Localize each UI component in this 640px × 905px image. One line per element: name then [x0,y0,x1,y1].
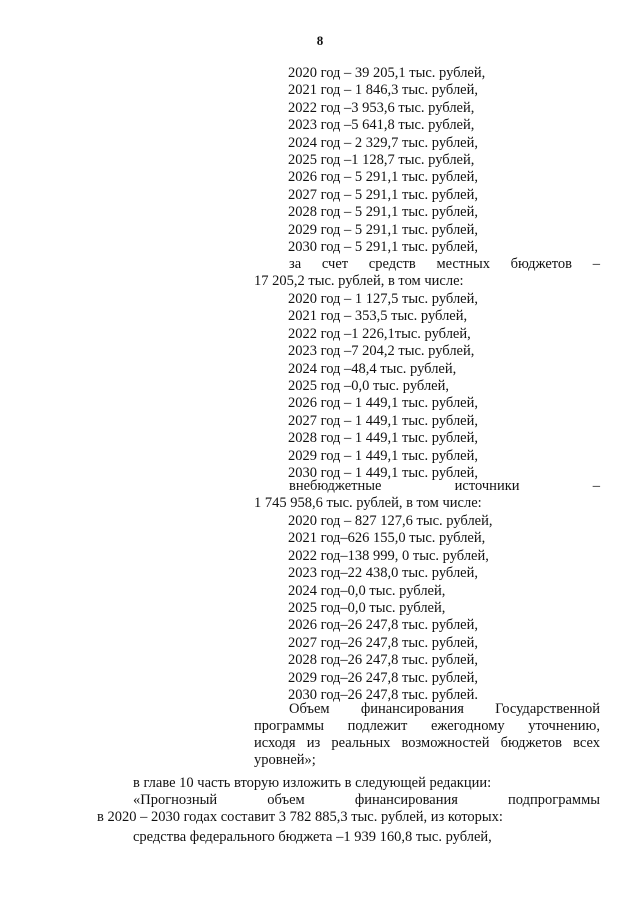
local-budget-total: 17 205,2 тыс. рублей, в том числе: [254,273,464,289]
year-line: 2023 год –5 641,8 тыс. рублей, [288,117,475,134]
year-line: 2022 год –1 226,1тыс. рублей, [288,325,471,342]
year-line: 2029 год – 1 449,1 тыс. рублей, [288,447,479,464]
year-line: 2026 год–26 247,8 тыс. рублей, [288,617,479,634]
year-line: 2026 год – 5 291,1 тыс. рублей, [288,169,479,186]
year-line: 2021 год – 353,5 тыс. рублей, [288,308,468,325]
year-line: 2027 год – 5 291,1 тыс. рублей, [288,186,479,203]
year-line: 2023 год–22 438,0 тыс. рублей, [288,565,479,582]
volume-note-line: исходя из реальных возможностей бюджетов всех [254,735,600,751]
year-line: 2027 год – 1 449,1 тыс. рублей, [288,412,479,429]
year-line: 2025 год –1 128,7 тыс. рублей, [288,152,475,168]
year-line: 2025 год–0,0 тыс. рублей, [288,600,446,616]
year-line: 2020 год – 1 127,5 тыс. рублей, [288,291,479,307]
year-line: 2022 год –3 953,6 тыс. рублей, [288,99,475,116]
year-line: 2028 год – 1 449,1 тыс. рублей, [288,430,479,447]
year-line: 2021 год – 1 846,3 тыс. рублей, [288,82,479,99]
year-line: 2028 год – 5 291,1 тыс. рублей, [288,204,479,221]
year-line: 2020 год – 39 205,1 тыс. рублей, [288,65,486,81]
year-line: 2029 год – 5 291,1 тыс. рублей, [288,221,479,238]
year-line: 2020 год – 827 127,6 тыс. рублей, [288,513,493,529]
year-line: 2021 год–626 155,0 тыс. рублей, [288,530,486,547]
volume-note-line: программы подлежит ежегодному уточнению, [254,718,600,734]
federal-budget-line: средства федерального бюджета –1 939 160,8 тыс. рублей, [133,829,492,845]
year-line: 2030 год – 5 291,1 тыс. рублей, [288,239,479,255]
year-line: 2026 год – 1 449,1 тыс. рублей, [288,395,479,412]
year-line: 2028 год–26 247,8 тыс. рублей, [288,652,479,669]
local-budget-heading: за счет средств местных бюджетов – [289,256,600,272]
year-line: 2027 год–26 247,8 тыс. рублей, [288,634,479,651]
forecast-line: в 2020 – 2030 годах составит 3 782 885,3 тыс. рублей, из которых: [97,809,503,825]
year-line: 2024 год–0,0 тыс. рублей, [288,582,446,599]
year-line: 2022 год–138 999, 0 тыс. рублей, [288,547,489,564]
year-line: 2029 год–26 247,8 тыс. рублей, [288,669,479,686]
year-line: 2030 год–26 247,8 тыс. рублей. [288,687,479,703]
extrabudgetary-total: 1 745 958,6 тыс. рублей, в том числе: [254,495,482,511]
year-line: 2024 год –48,4 тыс. рублей, [288,360,457,377]
year-line: 2030 год – 1 449,1 тыс. рублей, [288,465,479,481]
page-number: 8 [316,33,324,48]
year-line: 2025 год –0,0 тыс. рублей, [288,378,450,394]
year-line: 2023 год –7 204,2 тыс. рублей, [288,343,475,360]
volume-note-line: уровней»; [254,752,316,768]
year-line: 2024 год – 2 329,7 тыс. рублей, [288,134,479,151]
chapter-instruction: в главе 10 часть вторую изложить в следующей редакции: [133,775,492,791]
forecast-line: «Прогнозный объем финансирования подпрограммы [133,792,600,808]
volume-note-line: Объем финансирования Государственной [289,701,600,717]
extrabudgetary-heading: внебюджетные источники – [289,478,600,494]
